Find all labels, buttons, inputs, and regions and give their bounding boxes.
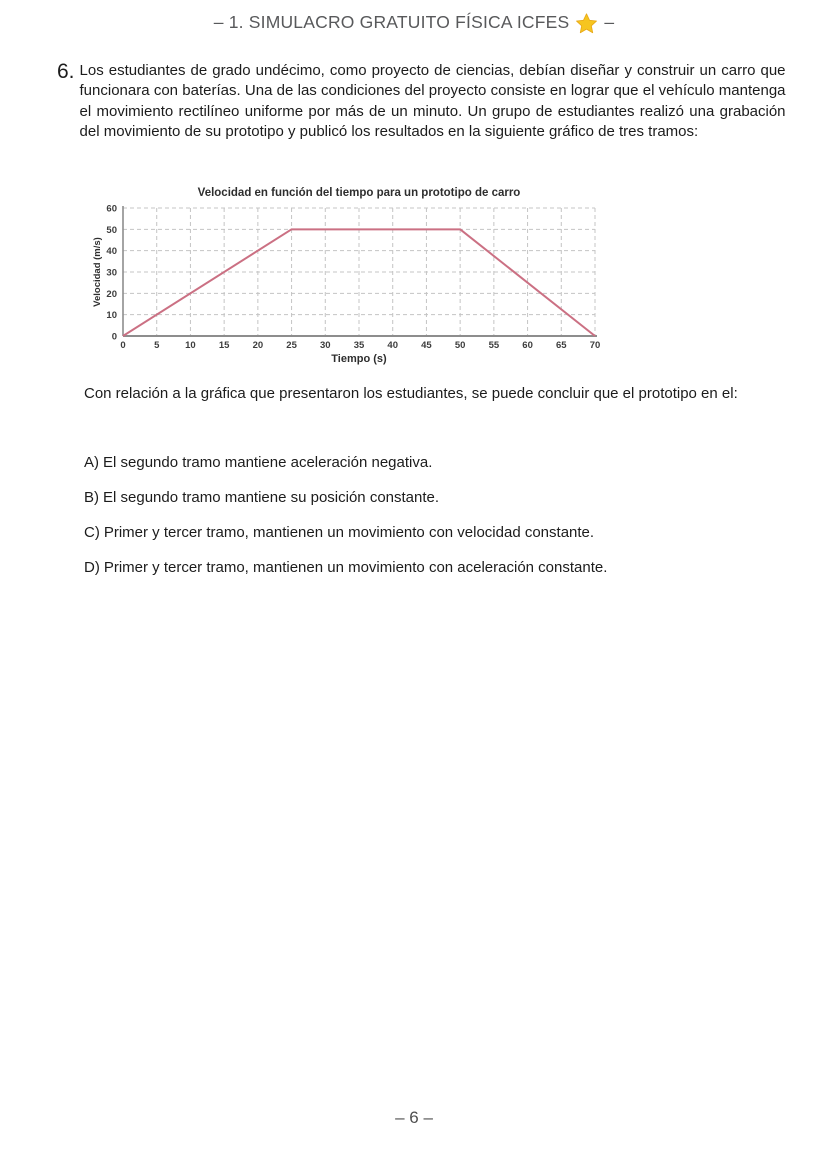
x-tick-label: 65 [555,340,567,351]
y-tick-label: 10 [106,310,117,322]
x-tick-label: 70 [589,340,601,351]
option-d-text: Primer y tercer tramo, mantienen un movimiento con aceleración constante. [103,559,608,576]
option-a-text: El segundo tramo mantiene aceleración negativa. [103,454,433,471]
y-tick-label: 0 [111,331,117,343]
y-tick-label: 50 [106,224,117,236]
x-tick-label: 10 [185,340,196,351]
x-tick-label: 5 [154,340,160,351]
star-icon [576,13,597,34]
x-tick-label: 40 [387,340,399,351]
y-tick-label: 60 [106,203,117,215]
option-b-text: El segundo tramo mantiene su posición constante. [103,489,440,506]
x-tick-label: 45 [421,340,432,351]
option-c-label: C) [84,524,100,541]
x-tick-label: 20 [252,340,264,351]
question-number: 6. [57,60,75,83]
chart-svg [88,183,628,368]
x-tick-label: 15 [218,340,230,351]
option-b-label: B) [84,489,99,506]
y-tick-label: 30 [106,267,117,279]
x-tick-label: 25 [286,340,297,351]
option-d [84,558,794,578]
header-title-suffix: – [604,12,615,32]
velocity-time-chart [88,183,628,368]
y-tick-label: 20 [106,288,117,300]
option-a [84,453,794,473]
header-title: – 1. SIMULACRO GRATUITO FÍSICA ICFES [213,12,570,32]
answer-options [84,453,794,593]
option-c-text: Primer y tercer tramo, mantienen un movimiento con velocidad constante. [103,524,595,541]
y-axis-label: Velocidad (m/s) [92,237,103,307]
x-tick-label: 35 [353,340,365,351]
page-number: – 6 – [395,1108,433,1127]
option-d-label: D) [84,559,100,576]
x-tick-label: 30 [319,340,331,351]
x-tick-label: 50 [454,340,466,351]
question-followup: Con relación a la gráfica que presentaron los estudiantes, se puede concluir que el prototipo en el: [84,385,738,402]
option-c [84,523,794,543]
chart-title: Velocidad en función del tiempo para un prototipo de carro [197,187,521,199]
option-a-label: A) [84,454,99,471]
page-header [0,11,828,34]
x-axis-label: Tiempo (s) [331,353,387,365]
question-6 [57,61,791,143]
option-b [84,488,794,508]
question-text: Los estudiantes de grado undécimo, como proyecto de ciencias, debían diseñar y construir un carro que funcionara con baterías. Una de las condiciones del proyecto consiste en lograr que el vehículo mantenga el movimiento rectilíneo uniforme por más de un minuto. Un grupo de estudiantes realizó una grabación del movimiento de su prototipo y publicó los resultados en la siguiente gráfico de tres tramos: [79,62,786,141]
x-tick-label: 55 [488,340,500,351]
x-tick-label: 60 [522,340,533,351]
x-tick-label: 0 [120,340,126,351]
y-tick-label: 40 [106,246,117,258]
